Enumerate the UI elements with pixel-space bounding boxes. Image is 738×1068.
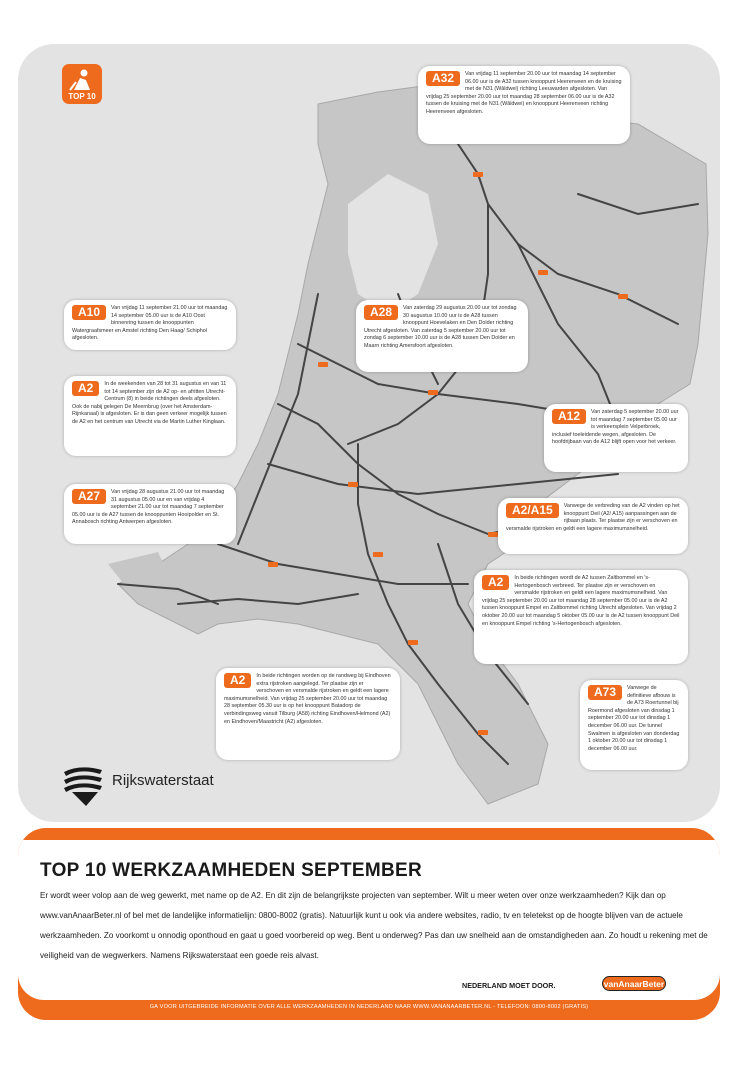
vananaarbeter-badge: vanAnaarBeter	[602, 976, 666, 991]
slogan: NEDERLAND MOET DOOR.	[462, 981, 556, 990]
callout-text: Vanwege de definitieve afbouw is de A73 Roertunnel bij Roermond afgesloten van dinsdag 1 september 20.00 uur tot dinsdag 1 december 06.00 uur. De tunnel Swalmen is afgesloten van donderdag 1 oktober 20.00 uur tot dinsdag 1 december 06.00 uur.	[588, 685, 680, 752]
callout-a10	[64, 300, 236, 350]
callout-text: In beide richtingen worden op de randweg bij Eindhoven extra rijstroken aangelegd. Ter plaatse zijn er verschoven en versmalde rijstroken en geldt een lagere maximumsnelheid. Van vrijdag 25 september 20.00 uur tot maandag 28 september 05.30 uur is op het knooppunt Batadorp de verbindingsweg vanuit Tilburg (A58) richting Eindhoven/Helmond (A2) en Eindhoven/Maastricht (A2) afgesloten.	[224, 673, 391, 725]
road-tag: A73	[588, 685, 622, 700]
callout-a28	[356, 300, 528, 372]
callout-text: Van zaterdag 29 augustus 20.00 uur tot zondag 30 augustus 10.00 uur is de A28 tussen knooppunt Hoevelaken en Den Dolder richting Utrecht afgesloten. Van zaterdag 5 september 20.00 uur tot zondag 6 september 10.00 uur is de A28 tussen Den Dolder en Maarn richting Amersfoort afgesloten.	[364, 305, 517, 349]
callout-text: Van vrijdag 11 september 20.00 uur tot maandag 14 september 06.00 uur is de A32 tussen knooppunt Heerenveen en de kruising met de N31 (Wâldwei) richting Leeuwarden afgesloten. Van vrijdag 25 september 20.00 uur tot maandag 28 september 06.00 uur is de A32 tussen de kruising met de N31 (Wâldwei) en knooppunt Heerenveen richting Heerenveen afgesloten.	[426, 71, 622, 115]
top10-label: TOP 10	[68, 92, 96, 101]
road-tag: A27	[72, 489, 106, 504]
info-panel-inner	[18, 840, 720, 1000]
road-tag: A2	[224, 673, 251, 688]
footer-info: GA VOOR UITGEBREIDE INFORMATIE OVER ALLE WERKZAAMHEDEN IN NEDERLAND NAAR WWW.VANANAARBETER.NL - TELEFOON: 0800-8002 (GRATIS)	[149, 1004, 589, 1010]
callout-a2-a15	[498, 498, 688, 554]
info-panel	[18, 828, 720, 1020]
callout-a2-eindhoven	[216, 668, 400, 760]
road-tag: A32	[426, 71, 460, 86]
callout-text: Vanwege de verbreding van de A2 vinden op het knooppunt Deil (A2/ A15) aanpassingen aan de rijbaan plaats. Ter plaatse zijn er verschoven en versmalde rijstroken en geldt een lagere maximumsnelheid.	[506, 503, 680, 532]
roadworker-icon	[62, 64, 102, 94]
road-tag: A28	[364, 305, 398, 320]
road-tag: A2	[482, 575, 509, 590]
page-title: TOP 10 WERKZAAMHEDEN SEPTEMBER	[40, 860, 423, 881]
callout-text: In beide richtingen wordt de A2 tussen Zaltbommel en 's-Hertogenbosch verbreed. Ter plaatse zijn er verschoven en versmalde rijstroken en geldt een lagere maximumsnelheid. Van vrijdag 25 september 20.00 uur tot maandag 28 september 05.00 uur is de A2 tussen knooppunt Empel en Zaltbommel richting Utrecht afgesloten. Van vrijdag 2 oktober 20.00 uur tot maandag 5 oktober 05.00 uur is de A2 tussen knooppunt Deil en knooppunt Empel richting 's-Hertogenbosch afgesloten.	[482, 575, 680, 627]
callout-a32	[418, 66, 630, 144]
road-tag: A10	[72, 305, 106, 320]
callout-a2-zaltbommel	[474, 570, 688, 664]
rijkswaterstaat-name: Rijkswaterstaat	[112, 772, 214, 789]
rijkswaterstaat-emblem-icon	[62, 762, 108, 808]
road-tag: A2/A15	[506, 503, 559, 518]
callout-text: Van vrijdag 28 augustus 21.00 uur tot maandag 31 augustus 05.00 uur en van vrijdag 4 september 21.00 uur tot maandag 7 september 05.00 uur is de A27 tussen de knooppunten Hooipolder en St. Annabosch richting Antwerpen afgesloten.	[72, 489, 225, 526]
callout-text: In de weekenden van 28 tot 31 augustus en van 11 tot 14 september zijn de A2 op- en afritten Utrecht-Centrum (8) in beide richtingen deels afgesloten. Ook de nabij gelegen De Meernbrug (over het Amsterdam-Rijnkanaal) is afgesloten. Er is dan geen verkeer mogelijk tussen de A2 en het centrum van Utrecht via de Martin Luther Kinglaan.	[72, 381, 227, 425]
intro-text: Er wordt weer volop aan de weg gewerkt, met name op de A2. En dit zijn de belangrijkste projecten van september. Wilt u meer weten over onze werkzaamheden? Kijk dan op www.vanAnaarBeter.nl of bel met de landelijke informatielijn: 0800-8002 (gratis). Natuurlijk kunt u ook via andere websites, radio, tv en teletekst op de hoogte blijven van de actuele werkzaamheden. Zo voorkomt u onnodig oponthoud en gaat u goed voorbereid op weg. Bent u onderweg? Pas dan uw snelheid aan de omstandigheden aan. Zo houdt u rekening met de veiligheid van de wegwerkers. Namens Rijkswaterstaat een goede reis alvast.	[40, 891, 708, 960]
callout-text: Van vrijdag 11 september 21.00 uur tot maandag 14 september 05.00 uur is de A10 Oost binnenring tussen de knooppunten Watergraafsmeer en Amstel richting Den Haag/ Schiphol afgesloten.	[72, 305, 228, 342]
callout-a73	[580, 680, 688, 770]
road-tag: A12	[552, 409, 586, 424]
callout-text: Van zaterdag 5 september 20.00 uur tot maandag 7 september 05.00 uur is verkeersplein Velperbroek, inclusief toeleidende wegen, afgesloten. De hoofdrijbaan van de A12 blijft open voor het verkeer.	[552, 409, 679, 446]
road-tag: A2	[72, 381, 99, 396]
callout-a12	[544, 404, 688, 472]
top10-roadworks-logo	[62, 64, 102, 104]
callout-a27	[64, 484, 236, 544]
callout-a2-utrecht	[64, 376, 236, 456]
